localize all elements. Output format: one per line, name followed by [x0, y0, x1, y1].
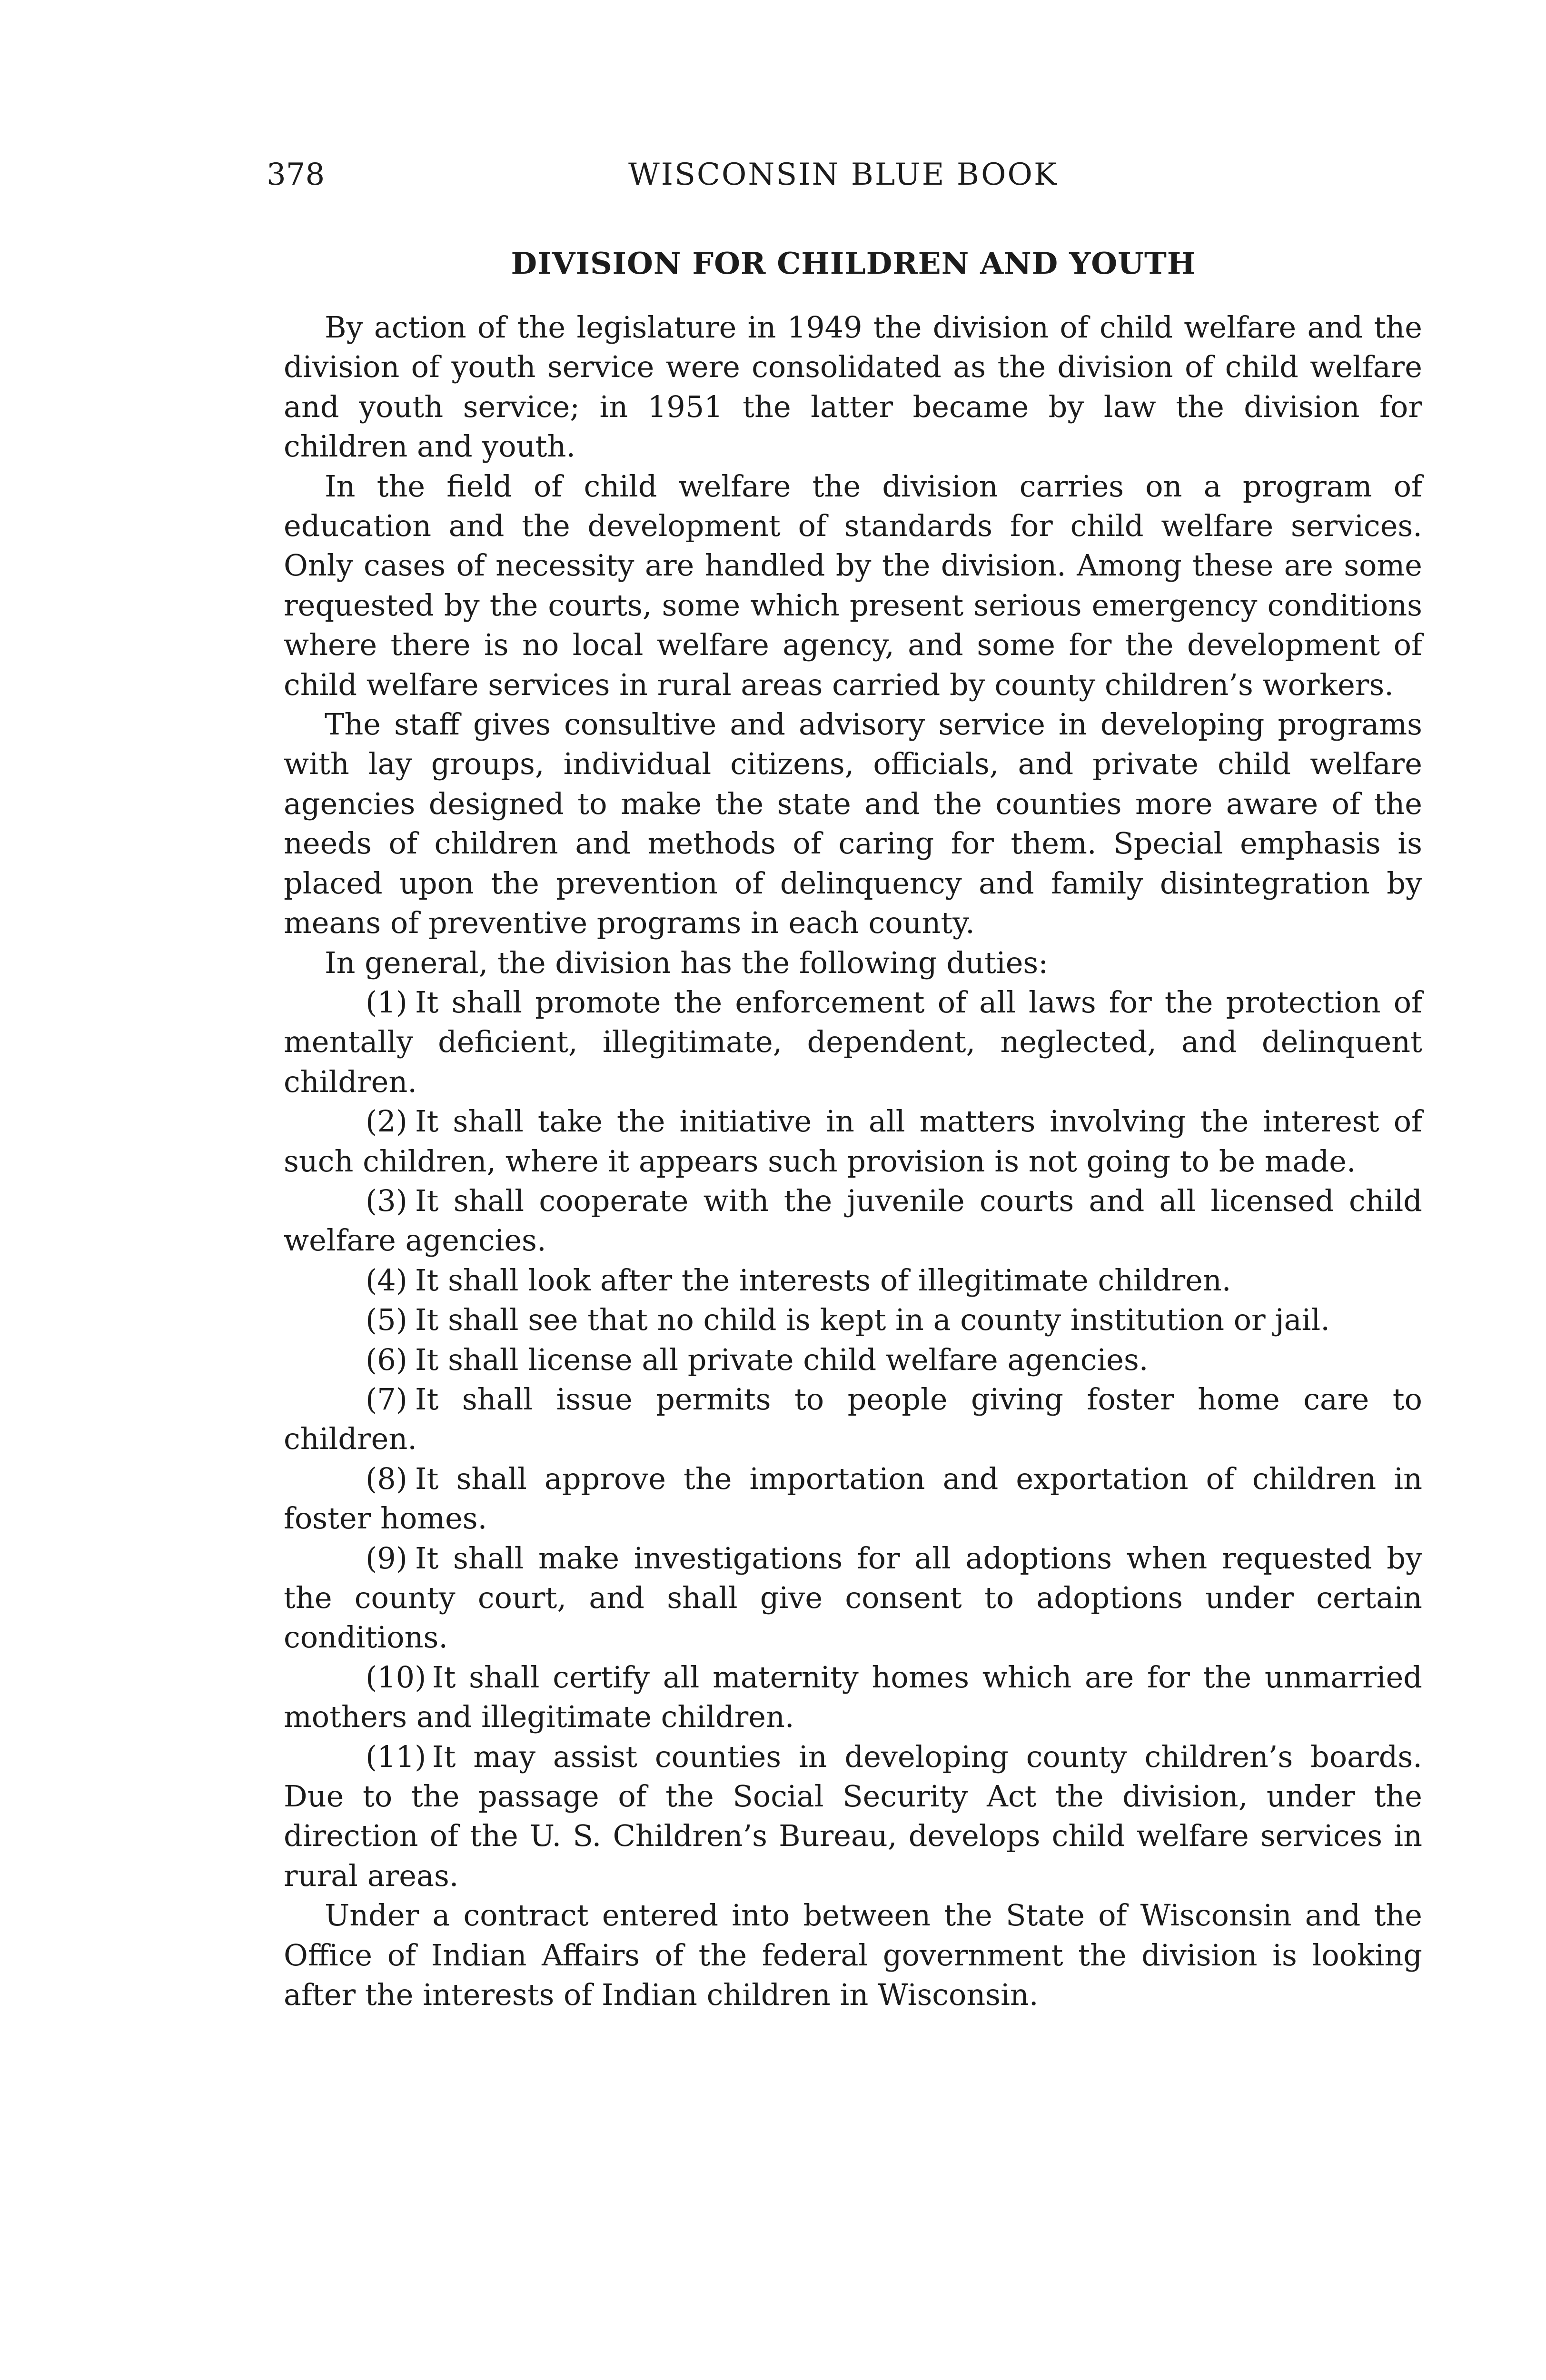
duty-text: It shall take the initiative in all matters involving the interest of such children, where it appears such provision is not going to be made. — [284, 1104, 1422, 1179]
duty-number: (5) — [366, 1302, 407, 1338]
duty-text: It shall certify all maternity homes which are for the unmarried mothers and illegitimate children. — [284, 1659, 1422, 1735]
duty-text: It shall license all private child welfare agencies. — [415, 1342, 1149, 1377]
paragraph-staff-service: The staff gives consultive and advisory service in developing programs with lay groups, individual citizens, officials, and private child welfare agencies designed to make the state and the counties more aware of the needs of children and methods of caring for them. Special emphasis is placed upon the prevention of delinquency and family disintegration by means of preventive programs in each county. — [284, 707, 1422, 941]
paragraph-child-welfare: In the field of child welfare the division carries on a program of education and the development of standards for child welfare services. Only cases of necessity are handled by the division. Among these are some requested by the courts, some which present serious emergency conditions where there is no local welfare agency, and some for the development of child welfare services in rural areas carried by county children’s workers. — [284, 468, 1422, 702]
duty-item — [284, 1538, 1422, 1657]
duty-number: (4) — [366, 1262, 407, 1298]
duty-number: (3) — [366, 1183, 407, 1218]
duty-text: It shall issue permits to people giving foster home care to children. — [284, 1381, 1422, 1457]
paragraph-indian-affairs: Under a contract entered into between the State of Wisconsin and the Office of Indian Affairs of the federal government the division is looking after the interests of Indian children in Wisconsin. — [284, 1898, 1422, 2013]
duty-item — [284, 1459, 1422, 1538]
duty-text: It shall approve the importation and exportation of children in foster homes. — [284, 1461, 1422, 1536]
duty-item — [284, 1101, 1422, 1181]
duty-item — [284, 1340, 1422, 1379]
duty-item — [284, 1379, 1422, 1459]
duty-number: (9) — [366, 1540, 407, 1576]
duty-item — [284, 1737, 1422, 1896]
duty-number: (7) — [366, 1381, 407, 1417]
duty-number: (11) — [366, 1739, 426, 1774]
duty-item — [284, 1260, 1422, 1300]
duty-text: It shall look after the interests of illegitimate children. — [415, 1262, 1231, 1298]
duty-number: (1) — [366, 984, 407, 1020]
duty-number: (6) — [366, 1342, 407, 1377]
duty-item — [284, 1181, 1422, 1260]
duty-text: It shall promote the enforcement of all laws for the protection of mentally deficient, illegitimate, dependent, neglected, and delinquent children. — [284, 984, 1422, 1099]
duty-text: It shall cooperate with the juvenile courts and all licensed child welfare agencies. — [284, 1183, 1422, 1258]
duty-number: (8) — [366, 1461, 407, 1496]
paragraph-duties-intro: In general, the division has the following duties: — [325, 945, 1049, 980]
duty-item — [284, 982, 1422, 1101]
paragraph-consolidation: By action of the legislature in 1949 the division of child welfare and the division of youth service were consolidated as the division of child welfare and youth service; in 1951 the latter became by law the division for children and youth. — [284, 310, 1422, 464]
duty-text: It may assist counties in developing county children’s boards. Due to the passage of the Social Security Act the division, under the direction of the U. S. Children’s Bureau, develops child welfare services in rural areas. — [284, 1739, 1422, 1893]
duty-number: (2) — [366, 1104, 407, 1139]
duty-item — [284, 1657, 1422, 1737]
duty-text: It shall make investigations for all adoptions when requested by the county court, and shall give consent to adoptions under certain conditions. — [284, 1540, 1422, 1655]
duty-item — [284, 1300, 1422, 1339]
section-title: DIVISION FOR CHILDREN AND YOUTH — [511, 246, 1196, 281]
page-number: 378 — [267, 157, 325, 192]
duty-text: It shall see that no child is kept in a county institution or jail. — [415, 1302, 1330, 1338]
book-title: WISCONSIN BLUE BOOK — [628, 157, 1058, 192]
running-header — [267, 153, 1423, 196]
body-text — [284, 307, 1422, 2014]
duty-number: (10) — [366, 1659, 426, 1695]
